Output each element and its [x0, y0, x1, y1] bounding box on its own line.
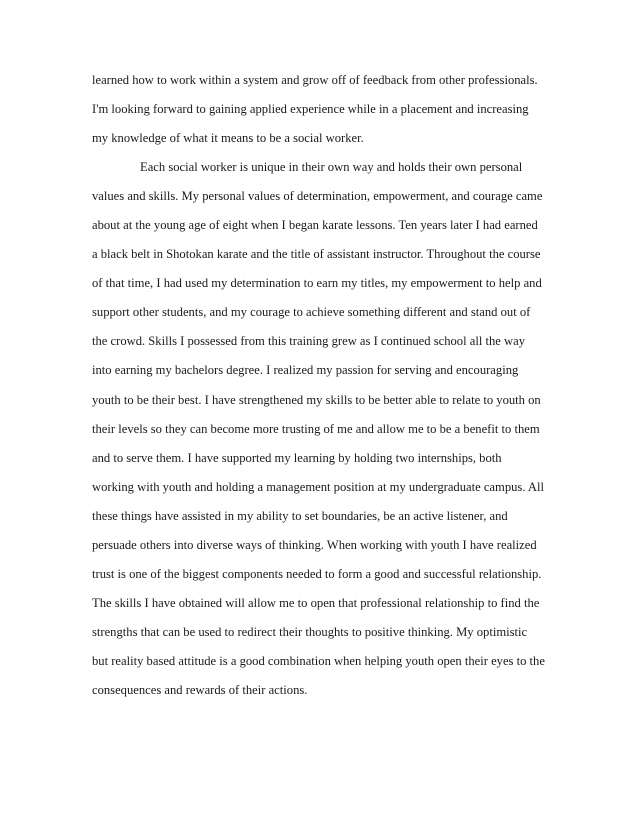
paragraph-first-line: Each social worker is unique in their own way and holds their own personal: [140, 160, 523, 175]
text-line: into earning my bachelors degree. I realized my passion for serving and encouraging: [92, 363, 519, 378]
text-line: my knowledge of what it means to be a social worker.: [92, 131, 364, 146]
document-body: [92, 66, 552, 705]
text-line: strengths that can be used to redirect their thoughts to positive thinking. My optimistic: [92, 624, 528, 639]
text-line: and to serve them. I have supported my learning by holding two internships, both: [92, 450, 502, 465]
text-line: of that time, I had used my determination to earn my titles, my empowerment to help and: [92, 276, 542, 291]
text-line: The skills I have obtained will allow me to open that professional relationship to find the: [92, 595, 540, 610]
text-line: about at the young age of eight when I began karate lessons. Ten years later I had earned: [92, 218, 538, 233]
text-line: working with youth and holding a management position at my undergraduate campus. All: [92, 479, 545, 494]
text-line: I'm looking forward to gaining applied experience while in a placement and increasing: [92, 102, 529, 117]
text-line: these things have assisted in my ability to set boundaries, be an active listener, and: [92, 508, 508, 523]
text-line: values and skills. My personal values of determination, empowerment, and courage came: [92, 189, 543, 204]
text-line: support other students, and my courage to achieve something different and stand out of: [92, 305, 531, 320]
text-line: consequences and rewards of their actions.: [92, 682, 308, 697]
text-line: youth to be their best. I have strengthened my skills to be better able to relate to youth on: [92, 392, 541, 407]
text-line: a black belt in Shotokan karate and the title of assistant instructor. Throughout the course: [92, 247, 541, 262]
text-line: persuade others into diverse ways of thinking. When working with youth I have realized: [92, 537, 537, 552]
text-line: but reality based attitude is a good combination when helping youth open their eyes to the: [92, 653, 545, 668]
text-line: the crowd. Skills I possessed from this training grew as I continued school all the way: [92, 334, 526, 349]
text-line: their levels so they can become more trusting of me and allow me to be a benefit to them: [92, 421, 540, 436]
text-line: trust is one of the biggest components needed to form a good and successful relationship.: [92, 566, 542, 581]
text-line: learned how to work within a system and grow off of feedback from other professionals.: [92, 73, 538, 87]
